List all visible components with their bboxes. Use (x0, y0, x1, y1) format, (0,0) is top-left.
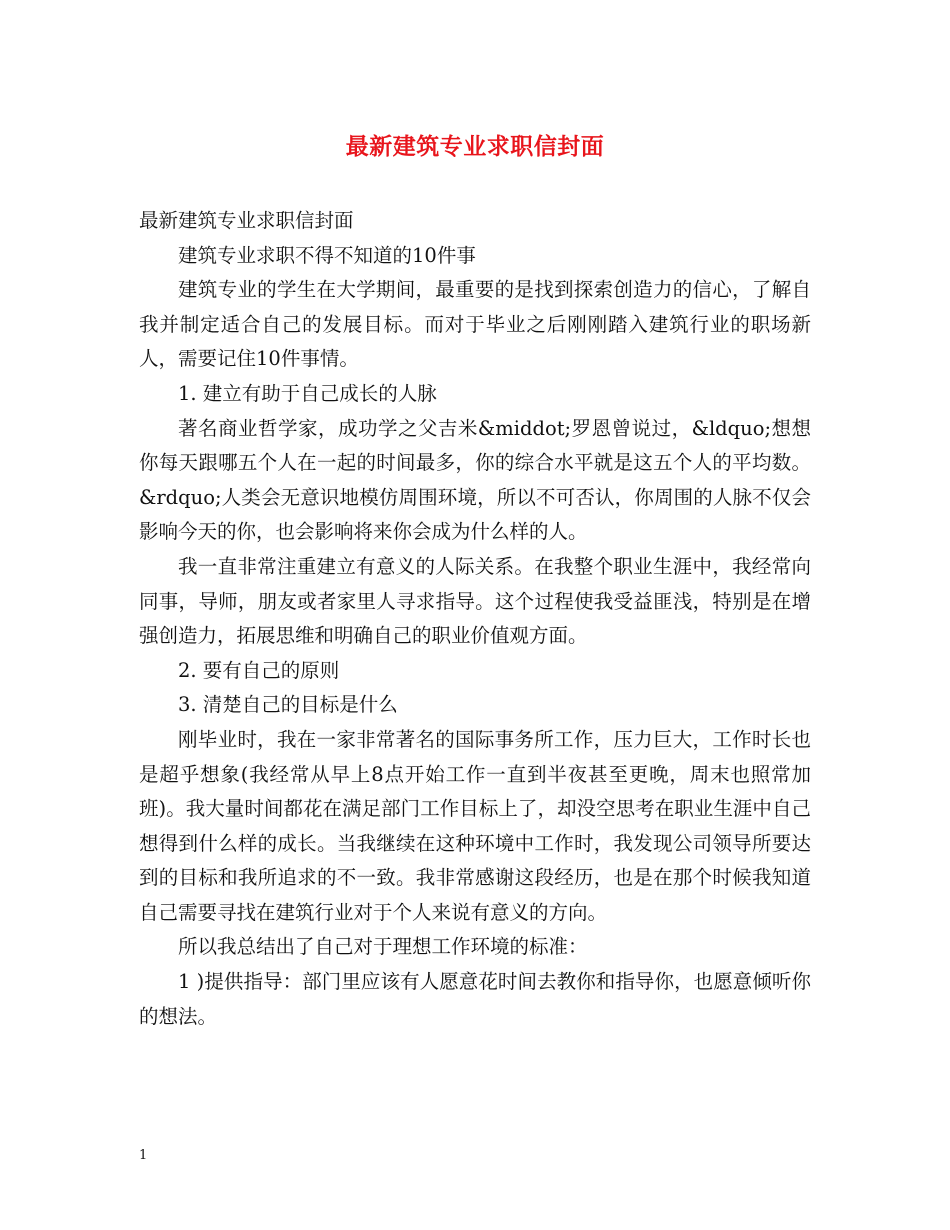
paragraph: 所以我总结出了自己对于理想工作环境的标准： (178, 935, 588, 959)
paragraph: 著名商业哲学家，成功学之父吉米&middot;罗恩曾说过，&ldquo;想想你每天跟哪五个人在一起的时间最多，你的综合水平就是这五个人的平均数。&rdquo;人类会无意识地模仿周围环境，所以不可否认，你周围的人脉不仅会影响今天的你，也会影响将来你会成为什么样的人。 (139, 416, 811, 544)
paragraph: 1 )提供指导：部门里应该有人愿意花时间去教你和指导你，也愿意倾听你的想法。 (139, 970, 811, 1028)
paragraph: 建筑专业的学生在大学期间，最重要的是找到探索创造力的信心，了解自我并制定适合自己的发展目标。而对于毕业之后刚刚踏入建筑行业的职场新人，需要记住10件事情。 (139, 278, 811, 371)
page-number: 1 (139, 1148, 148, 1163)
paragraph: 我一直非常注重建立有意义的人际关系。在我整个职业生涯中，我经常向同事，导师，朋友或者家里人寻求指导。这个过程使我受益匪浅，特别是在增强创造力，拓展思维和明确自己的职业价值观方面。 (139, 554, 811, 648)
paragraph: 建筑专业求职不得不知道的10件事 (178, 243, 476, 267)
paragraph: 最新建筑专业求职信封面 (139, 209, 354, 232)
document-body (139, 204, 811, 1034)
list-heading: 2. 要有自己的原则 (178, 658, 340, 682)
paragraph: 刚毕业时，我在一家非常著名的国际事务所工作，压力巨大，工作时长也是超乎想象(我经常从早上8点开始工作一直到半夜甚至更晚，周末也照常加班)。我大量时间都花在满足部门工作目标上了，却没空思考在职业生涯中自己想得到什么样的成长。当我继续在这种环境中工作时，我发现公司领导所要达到的目标和我所追求的不一致。我非常感谢这段经历，也是在那个时候我知道自己需要寻找在建筑行业对于个人来说有意义的方向。 (139, 727, 811, 924)
list-heading: 1. 建立有助于自己成长的人脉 (178, 381, 437, 405)
list-heading: 3. 清楚自己的目标是什么 (178, 693, 398, 717)
page-title: 最新建筑专业求职信封面 (345, 133, 605, 160)
